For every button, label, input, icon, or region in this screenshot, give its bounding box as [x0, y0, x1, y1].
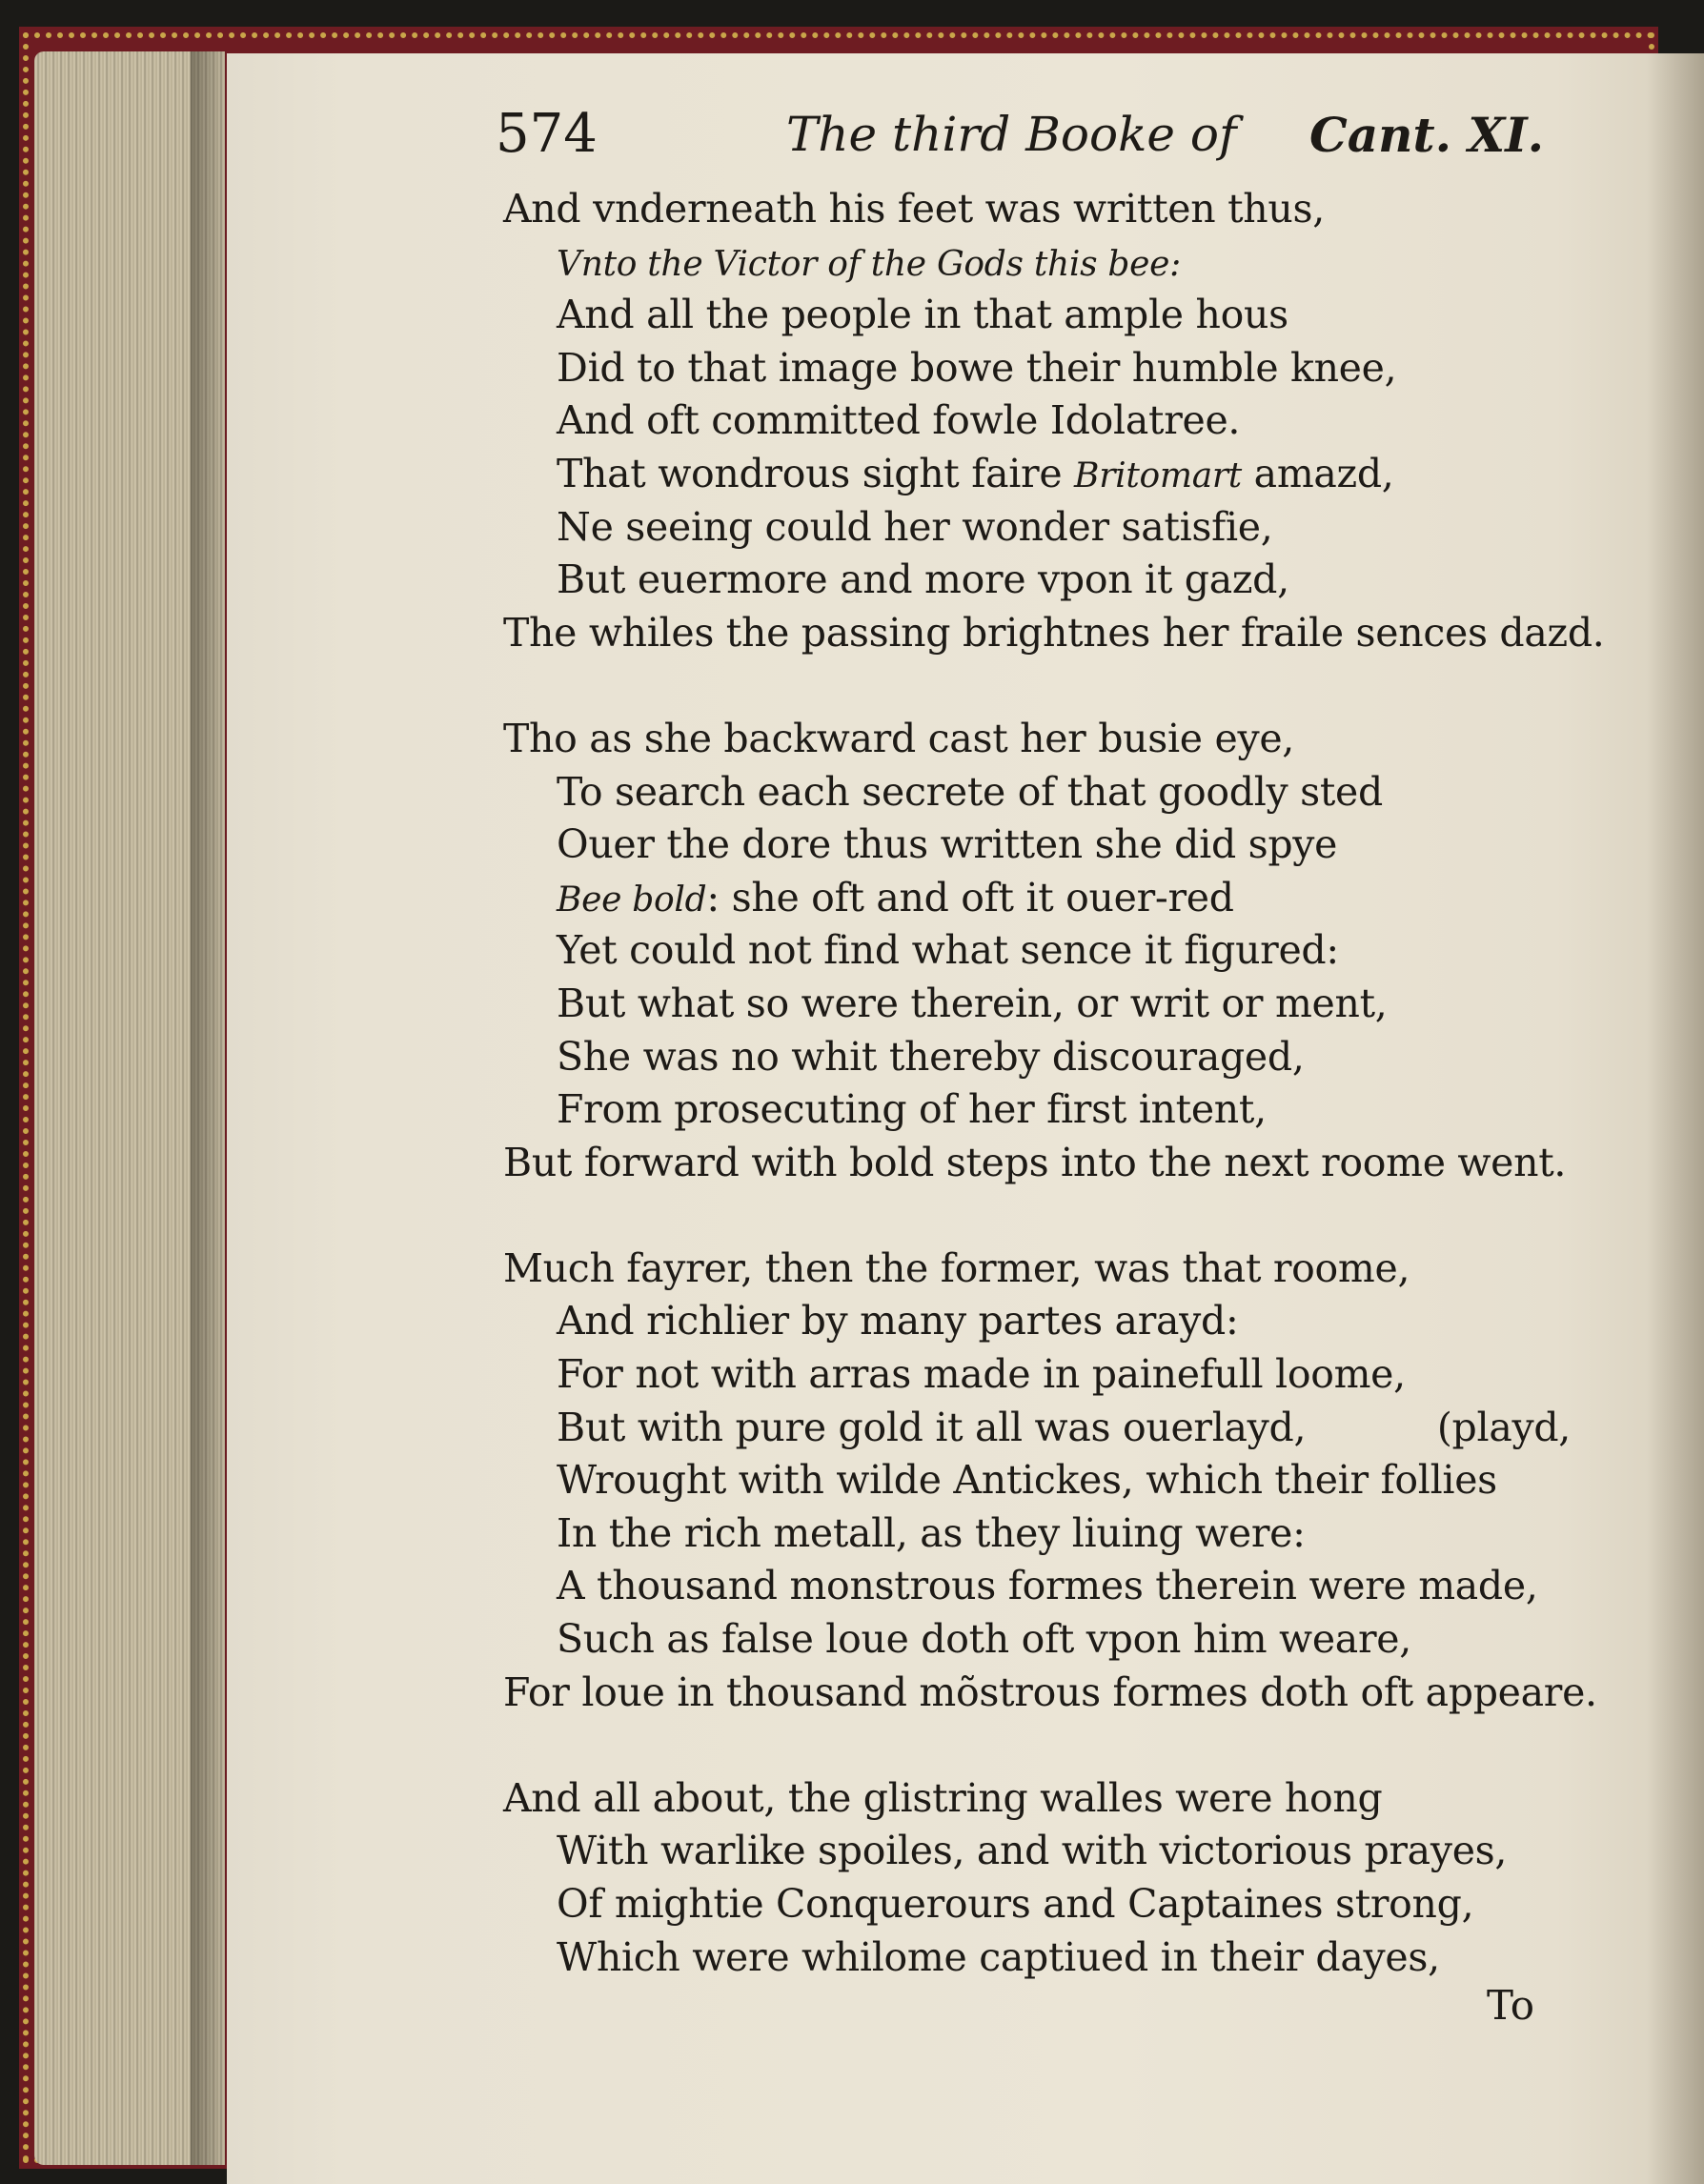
verse-line [503, 1560, 1571, 1613]
line-text: And all about, the glistring walles were hong [503, 1774, 1383, 1821]
verse-line [503, 501, 1571, 555]
line-text: And richlier by many partes arayd: [557, 1298, 1239, 1345]
page-header [496, 103, 1544, 179]
verse-line [503, 342, 1571, 395]
line-text: She was no whit thereby discouraged, [557, 1033, 1305, 1080]
line-text: And all the people in that ample hous [557, 292, 1288, 338]
catchword: To [1487, 1982, 1535, 2029]
line-text: In the rich metall, as they liuing were: [557, 1509, 1306, 1556]
stanza-gap [503, 1189, 1571, 1243]
verse-line [503, 872, 1571, 925]
verse-line [503, 1667, 1597, 1720]
verse-line [503, 554, 1571, 607]
stanza [503, 183, 1605, 659]
line-text: And vnderneath his feet was written thus, [503, 186, 1325, 232]
verse-line [503, 236, 1571, 290]
line-text: And oft committed fowle Idolatree. [557, 397, 1241, 444]
verse-line [503, 713, 1571, 766]
verse-line [503, 1348, 1571, 1402]
verse-line [503, 183, 1571, 236]
verse-line [503, 1295, 1571, 1348]
running-title: The third Booke of [786, 107, 1237, 162]
stanza-gap [503, 659, 1571, 713]
verse-line [503, 1825, 1571, 1878]
line-text: Such as false loue doth oft vpon him weare, [557, 1616, 1411, 1663]
gutter-shadow [1647, 53, 1704, 2184]
stanza-gap [503, 1719, 1571, 1772]
verse-line [503, 607, 1605, 660]
line-text: With warlike spoiles, and with victorious prayes, [557, 1828, 1508, 1874]
line-text: Wrought with wilde Antickes, which their follies [557, 1457, 1497, 1504]
line-text: But what so were therein, or writ or ment, [557, 980, 1388, 1026]
line-text: : she oft and oft it ouer-red [706, 874, 1234, 920]
line-text: For loue in thousand mõstrous formes doth oft appeare. [503, 1668, 1597, 1715]
line-text: Yet could not find what sence it figured: [557, 927, 1339, 974]
canto-label: Cant. XI. [1308, 107, 1544, 163]
verse-line [503, 1137, 1571, 1190]
verse-line [503, 819, 1571, 872]
line-text: Ne seeing could her wonder satisfie, [557, 503, 1273, 550]
line-text: Much fayrer, then the former, was that roome, [503, 1244, 1410, 1291]
verse-line [503, 1878, 1571, 1931]
stanza [503, 1772, 1571, 1984]
line-text: amazd, [1241, 450, 1394, 496]
verse-line [503, 1931, 1571, 1985]
italic-text: Vnto the Victor of the Gods this bee: [557, 244, 1182, 284]
verse-line [503, 978, 1571, 1031]
turnover-text: (playd, [1436, 1404, 1571, 1450]
verse-line [503, 394, 1571, 448]
line-text: From prosecuting of her first intent, [557, 1086, 1267, 1133]
verse-line [503, 1507, 1571, 1561]
verse-line [503, 448, 1571, 501]
line-text: Of mightie Conquerours and Captaines strong, [557, 1881, 1474, 1927]
line-text: To search each secrete of that goodly sted [557, 768, 1383, 815]
line-text: But with pure gold it all was ouerlayd, [557, 1404, 1307, 1450]
edge-shadow [191, 51, 229, 2165]
verse-line [503, 924, 1571, 978]
page-number: 574 [496, 103, 598, 165]
verse-line [503, 1402, 1571, 1455]
verse-line [503, 1243, 1571, 1296]
verse-line [503, 1031, 1571, 1084]
stanza [503, 1243, 1597, 1719]
line-text: But forward with bold steps into the next roome went. [503, 1139, 1567, 1185]
line-text: The whiles the passing brightnes her fraile sences dazd. [503, 609, 1605, 656]
line-text: Tho as she backward cast her busie eye, [503, 715, 1295, 761]
line-text: Did to that image bowe their humble knee, [557, 344, 1397, 391]
line-text: That wondrous sight faire [557, 450, 1075, 496]
line-text: For not with arras made in painefull loome, [557, 1351, 1406, 1398]
verse-line [503, 766, 1571, 819]
line-text: But euermore and more vpon it gazd, [557, 556, 1289, 603]
verse-line [503, 1454, 1571, 1507]
verse-line [503, 289, 1571, 342]
verse-line [503, 1083, 1571, 1137]
line-text: A thousand monstrous formes therein were made, [557, 1563, 1538, 1609]
verse-line [503, 1613, 1571, 1667]
italic-text: Britomart [1074, 455, 1242, 495]
line-text: Ouer the dore thus written she did spye [557, 821, 1338, 868]
line-text: Which were whilome captiued in their dayes, [557, 1933, 1440, 1980]
stanza [503, 713, 1571, 1189]
verse-line [503, 1772, 1571, 1826]
poem-text [503, 183, 1605, 1984]
italic-text: Bee bold [557, 880, 707, 920]
